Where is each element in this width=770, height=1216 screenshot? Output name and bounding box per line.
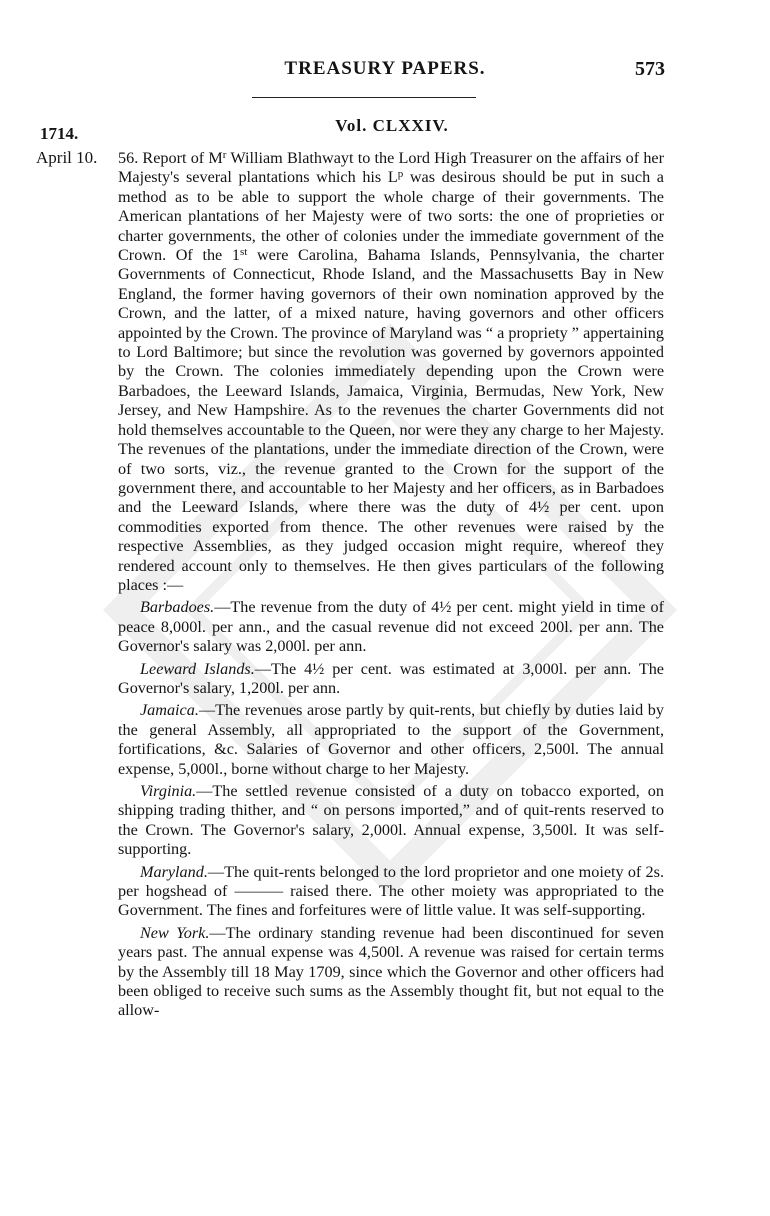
place-paragraph-maryland [118,863,664,921]
place-paragraph-new-york [118,924,664,1021]
page-number: 573 [635,58,665,80]
intro-before-mr: 56. Report of M [118,149,223,167]
place-text: —The settled revenue consisted of a duty on tobacco exported, on shipping trading thither, and “ on persons imported,” and of quit-rents reserved to the Crown. The Governor's salary, 2,000l. Annual expense, 3,500l. It was self-supporting. [118,782,664,859]
entry-body [118,149,664,1024]
place-name: New York. [140,923,210,942]
header-rule [252,97,476,98]
intro-rest: were Carolina, Bahama Islands, Pennsylvania, the charter Governments of Connecticut, Rhode Island, and the Massachusetts Bay in New England, the former having governors of their own nomination approved by the Crown, and the latter, of a mixed nature, having governors and other officers appointed by the Crown. The province of Maryland was “ a propriety ” appertaining to Lord Baltimore; but since the revolution was governed by governors appointed by the Crown. The colonies immediately depending upon the Crown were Barbadoes, the Leeward Islands, Jamaica, Virginia, Bermudas, New York, New Jersey, and New Hampshire. As to the revenues the charter Governments did not hold themselves accountable to the Queen, nor were they any charge to her Majesty. The revenues of the plantations, under the immediate direction of the Crown, were of two sorts, viz., the revenue granted to the Crown for the support of the government there, and accountable to her Majesty and her officers, as in Barbadoes and the Leeward Islands, where there was the duty of 4½ per cent. upon commodities exported from thence. The other revenues were raised by the respective Assemblies, as they judged occasion might require, whereof they rendered account only to themselves. He then gives particulars of the following places :— [118,246,665,594]
place-name: Jamaica. [140,701,199,720]
place-paragraph-virginia [118,782,664,860]
place-text: —The ordinary standing revenue had been discontinued for seven years past. The annual expense was 4,500l. A revenue was raised for certain terms by the Assembly till 18 May 1709, since which the Governor and other officers had been obliged to receive such sums as the Assembly thought fit, but not equal to the allow- [118,923,664,1020]
margin-year: 1714. [40,124,79,143]
mr-superscript: r [222,149,227,161]
entry-intro-paragraph [118,149,664,595]
intro-after-mr: William Blathwayt to the Lord High Treasurer on the affairs of her Majesty's several plantations which his L [118,149,665,187]
intro-mid: was desirous should be put in such a method as to be able to support the whole charge of their governments. The American plantations of her Majesty were of two sorts: the one of proprieties or charter governments, the other of colonies under the immediate government of the Crown. Of the 1 [118,168,664,265]
place-name: Barbadoes. [140,598,215,617]
place-text: —The quit-rents belonged to the lord proprietor and one moiety of 2s. per hogshead of ——— raised there. The other moiety was appropriated to the Government. The fines and forfeitures were of little value. It was self-supporting. [118,862,664,920]
place-text: —The 4½ per cent. was estimated at 3,000l. per ann. The Governor's salary, 1,200l. per ann. [118,659,664,697]
place-name: Leeward Islands. [140,659,255,678]
page-header [0,58,770,98]
first-superscript: st [239,246,248,259]
place-text: —The revenue from the duty of 4½ per cent. might yield in time of peace 8,000l. per ann., and the casual revenue did not exceed 200l. per ann. The Governor's salary was 2,000l. per ann. [118,598,664,656]
volume-heading: Vol. CLXXIV. [335,116,449,135]
place-text: —The revenues arose partly by quit-rents, but chiefly by duties laid by the general Assembly, all appropriated to the support of the Government, fortifications, &c. Salaries of Governor and other officers, 2,500l. The annual expense, 5,000l., borne without charge to her Majesty. [118,701,664,778]
place-paragraph-jamaica [118,701,664,779]
place-name: Maryland. [140,862,208,881]
place-paragraph-leeward-islands [118,660,664,699]
place-paragraph-barbadoes [118,598,664,656]
place-name: Virginia. [140,782,197,800]
margin-date: April 10. [36,148,98,167]
running-title: TREASURY PAPERS. [284,58,486,79]
lp-superscript: p [397,168,404,181]
